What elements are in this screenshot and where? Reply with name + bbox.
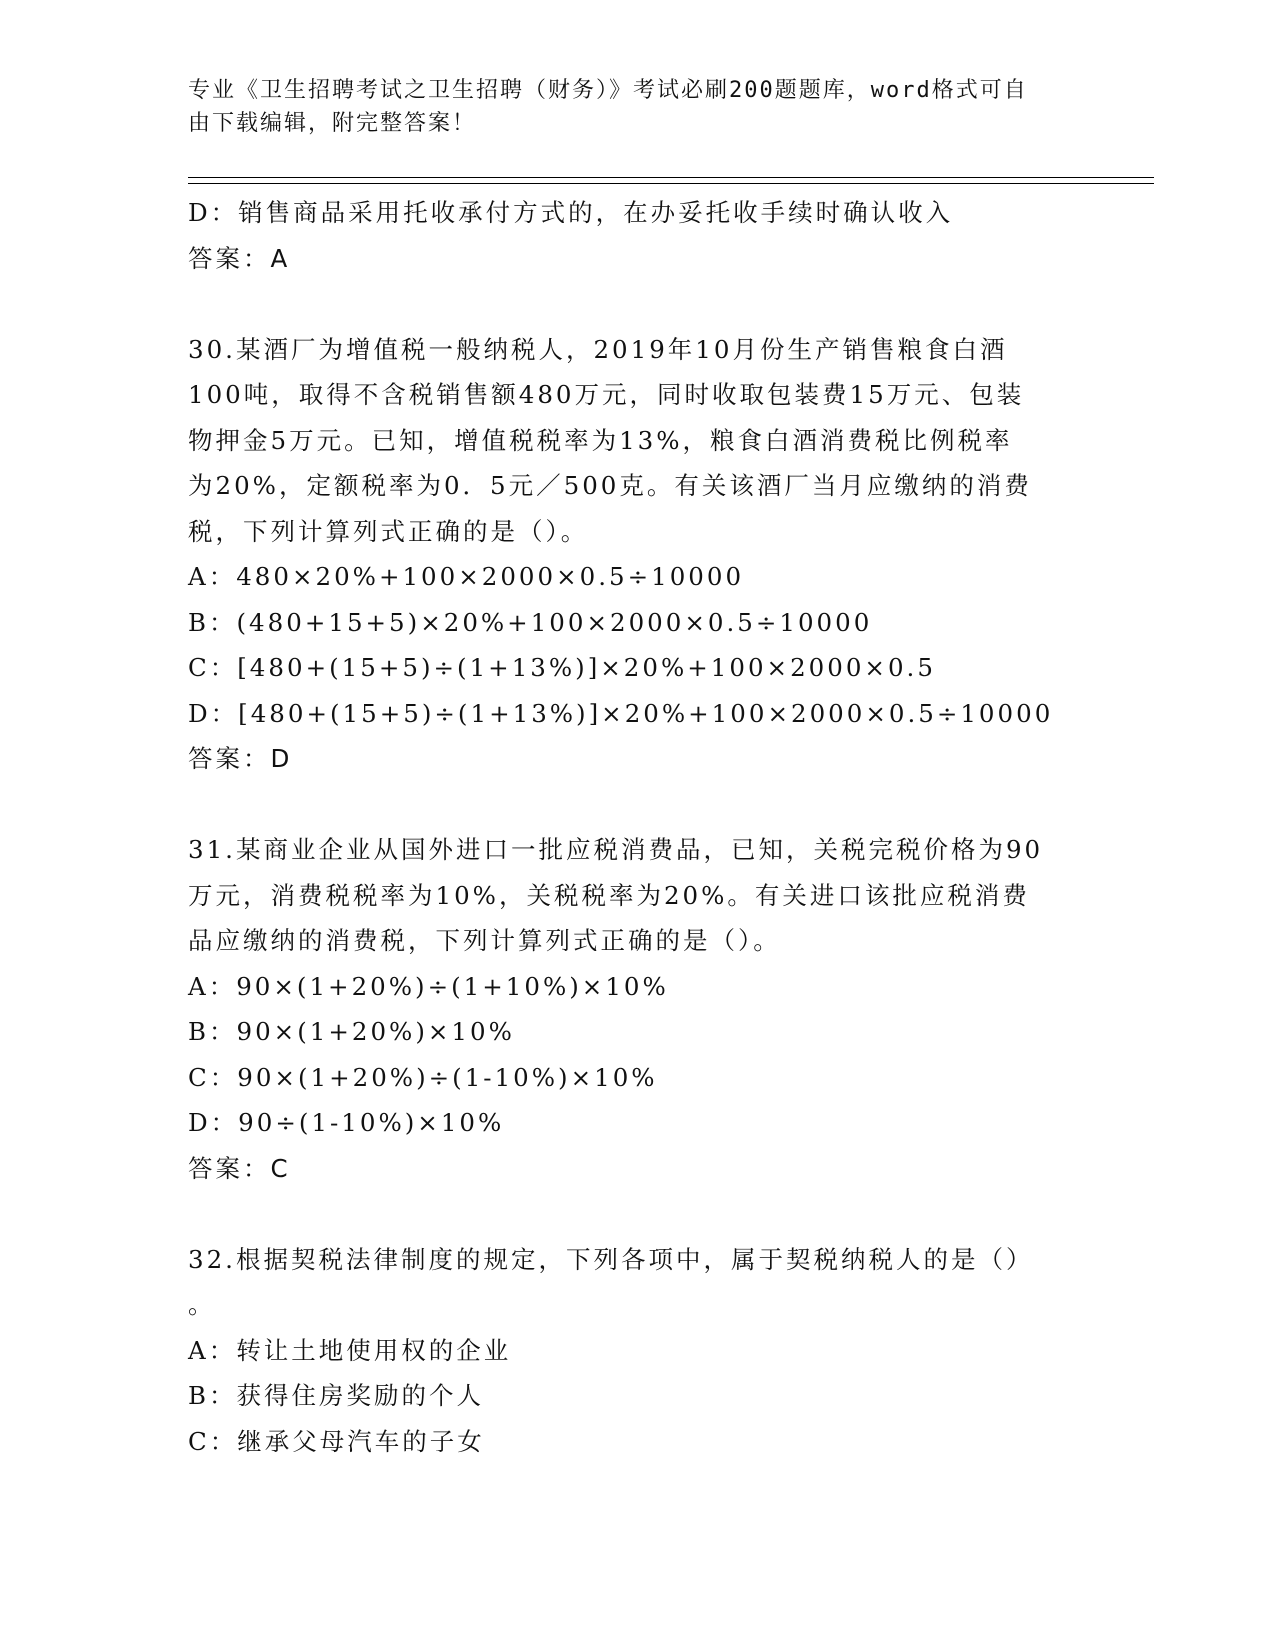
stem-line: 为20%，定额税率为0．5元／500克。有关该酒厂当月应缴纳的消费 xyxy=(188,471,1032,500)
option-b: B：(480+15+5)×20%+100×2000×0.5÷10000 xyxy=(188,607,873,637)
question-30 xyxy=(188,327,1088,782)
header-line-1: 专业《卫生招聘考试之卫生招聘（财务）》考试必刷200题题库，word格式可自 xyxy=(188,78,1028,103)
option-c: C：继承父母汽车的子女 xyxy=(188,1426,485,1456)
option-a: A：90×(1+20%)÷(1+10%)×10% xyxy=(188,971,669,1001)
option-c: C：[480+(15+5)÷(1+13%)]×20%+100×2000×0.5 xyxy=(188,653,936,682)
option-d: D：销售商品采用托收承付方式的，在办妥托收手续时确认收入 xyxy=(188,198,954,227)
stem-line: 品应缴纳的消费税，下列计算列式正确的是（）。 xyxy=(188,926,781,955)
option-d: D：[480+(15+5)÷(1+13%)]×20%+100×2000×0.5÷10000 xyxy=(188,698,1054,728)
question-stem xyxy=(188,1237,1088,1328)
document-body xyxy=(188,190,1088,1464)
question-32 xyxy=(188,1237,1088,1465)
answer: 答案：C xyxy=(188,1153,291,1183)
stem-line: 100吨，取得不含税销售额480万元，同时收取包装费15万元、包装 xyxy=(188,380,1025,409)
stem-line: 万元，消费税税率为10%，关税税率为20%。有关进口该批应税消费 xyxy=(188,880,1030,910)
header-line-2: 由下载编辑，附完整答案！ xyxy=(188,111,477,136)
option-a: A：480×20%+100×2000×0.5÷10000 xyxy=(188,562,745,591)
stem-line: 30.某酒厂为增值税一般纳税人，2019年10月份生产销售粮食白酒 xyxy=(188,334,1008,364)
document-header xyxy=(188,74,1068,140)
carryover-block xyxy=(188,190,1088,281)
stem-line: 。 xyxy=(188,1290,216,1319)
option-c: C：90×(1+20%)÷(1-10%)×10% xyxy=(188,1062,658,1092)
stem-line: 税，下列计算列式正确的是（）。 xyxy=(188,516,589,546)
question-stem xyxy=(188,327,1088,555)
answer: 答案：D xyxy=(188,744,293,773)
stem-line: 31.某商业企业从国外进口一批应税消费品，已知，关税完税价格为90 xyxy=(188,835,1044,864)
stem-line: 物押金5万元。已知，增值税税率为13%，粮食白酒消费税比例税率 xyxy=(188,425,1013,455)
header-divider-top xyxy=(188,177,1154,178)
stem-line: 32.根据契税法律制度的规定，下列各项中，属于契税纳税人的是（） xyxy=(188,1244,1034,1274)
question-31 xyxy=(188,827,1088,1191)
question-stem xyxy=(188,827,1088,964)
option-b: B：90×(1+20%)×10% xyxy=(188,1017,515,1046)
option-b: B：获得住房奖励的个人 xyxy=(188,1381,485,1410)
header-divider-bottom xyxy=(188,183,1154,184)
option-d: D：90÷(1-10%)×10% xyxy=(188,1108,505,1137)
answer: 答案：A xyxy=(188,243,291,273)
option-a: A：转让土地使用权的企业 xyxy=(188,1335,512,1365)
